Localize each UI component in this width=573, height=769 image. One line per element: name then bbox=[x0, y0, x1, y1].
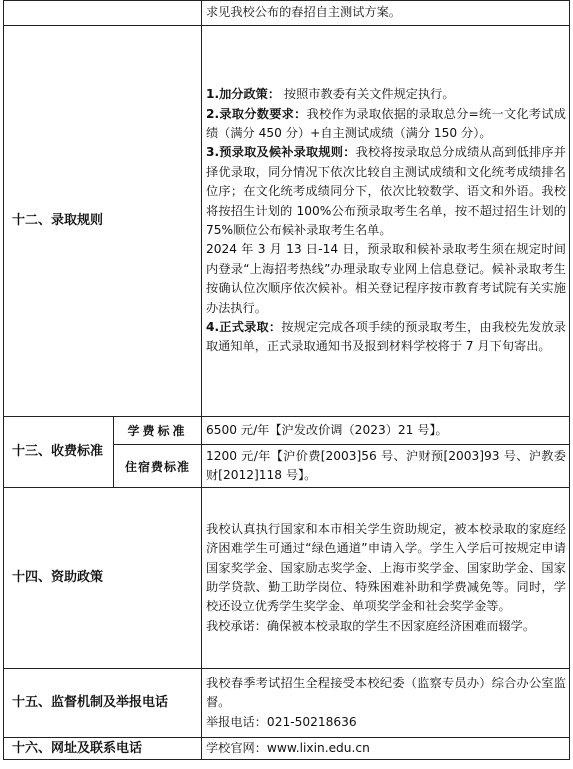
score-requirement-heading: 2.录取分数要求： bbox=[206, 106, 307, 121]
row-website bbox=[4, 738, 570, 760]
lodging-label: 住宿费标准 bbox=[114, 445, 202, 488]
row-admission-rules bbox=[4, 26, 570, 417]
supervision-label: 十五、监督机制及举报电话 bbox=[4, 669, 202, 738]
fee-standard-label: 十三、收费标准 bbox=[4, 417, 114, 488]
bonus-policy-heading: 1.加分政策： bbox=[206, 87, 281, 102]
row-continuation bbox=[4, 1, 570, 26]
tuition-label: 学费标准 bbox=[114, 417, 202, 445]
registration-text: 2024 年 3 月 13 日-14 日，预录取和候补录取考生须在规定时间内登录“上海招考热线”办理录取专业网上信息登记。候补录取考生按确认位次顺序依次候补。相关登记程序按市教育考试院有关实施办法执行。 bbox=[206, 242, 566, 315]
row-supervision bbox=[4, 669, 570, 738]
financial-aid-promise: 我校承诺：确保被本校录取的学生不因家庭经济困难而辍学。 bbox=[206, 618, 536, 633]
row-financial-aid bbox=[4, 488, 570, 669]
formal-admission-text: 按规定完成各项手续的预录取考生，由我校先发放录取通知单，正式录取通知书及报到材料学校将于 7 月下旬寄出。 bbox=[206, 320, 566, 354]
website-text: 学校官网：www.lixin.edu.cn bbox=[202, 738, 570, 760]
score-requirement bbox=[206, 105, 566, 144]
bonus-policy bbox=[206, 85, 566, 104]
row-fee-tuition bbox=[4, 417, 570, 445]
financial-aid-paragraph: 我校认真执行国家和本市相关学生资助规定，被本校录取的家庭经济困难学生可通过“绿色通道”申请入学。学生入学后可按规定申请国家奖学金、国家励志奖学金、上海市奖学金、国家助学金、国家助学贷款、勤工助学岗位、特殊困难补助和学费减免等。同时，学校还设立优秀学生奖学金、单项奖学金和社会奖学金等。 bbox=[206, 521, 566, 614]
admission-rules-label: 十二、录取规则 bbox=[4, 26, 202, 417]
registration-note bbox=[206, 240, 566, 318]
lodging-value: 1200 元/年【沪价费[2003]56 号、沪财预[2003]93 号、沪教委财[2012]118 号】。 bbox=[202, 445, 570, 488]
formal-admission bbox=[206, 318, 566, 357]
tuition-value: 6500 元/年【沪发改价调（2023）21 号】。 bbox=[202, 417, 570, 445]
supervision-text: 我校春季考试招生全程接受本校纪委（监察专员办）综合办公室监督。 bbox=[206, 675, 566, 710]
website-label: 十六、网址及联系电话 bbox=[4, 738, 202, 760]
financial-aid-label: 十四、资助政策 bbox=[4, 488, 202, 669]
continuation-text: 求见我校公布的春招自主测试方案。 bbox=[202, 1, 570, 26]
admission-rules-content bbox=[202, 26, 570, 417]
empty-label-cell bbox=[4, 1, 202, 26]
pre-admission-text: 我校将按录取总分成绩从高到低排序并择优录取，同分情况下依次比较自主测试成绩和文化统考成绩排名位序；在文化统考成绩同分下，依次比较数学、语文和外语。我校将按招生计划的 100%公布预录取考生名单，按不超过招生计划的 75%顺位公布候补录取考生名单。 bbox=[206, 145, 566, 237]
report-phone: 举报电话：021-50218636 bbox=[206, 714, 357, 729]
pre-admission-heading: 3.预录取及候补录取规则： bbox=[206, 145, 356, 160]
score-requirement-text: 我校作为录取依据的录取总分=统一文化考试成绩（满分 450 分）+自主测试成绩（满分 150 分）。 bbox=[206, 106, 566, 140]
formal-admission-heading: 4.正式录取： bbox=[206, 320, 282, 335]
bonus-policy-text: 按照市教委有关文件规定执行。 bbox=[280, 87, 455, 102]
pre-admission-rule bbox=[206, 143, 566, 240]
admissions-table bbox=[3, 0, 570, 760]
supervision-content bbox=[202, 669, 570, 738]
financial-aid-content bbox=[202, 488, 570, 669]
